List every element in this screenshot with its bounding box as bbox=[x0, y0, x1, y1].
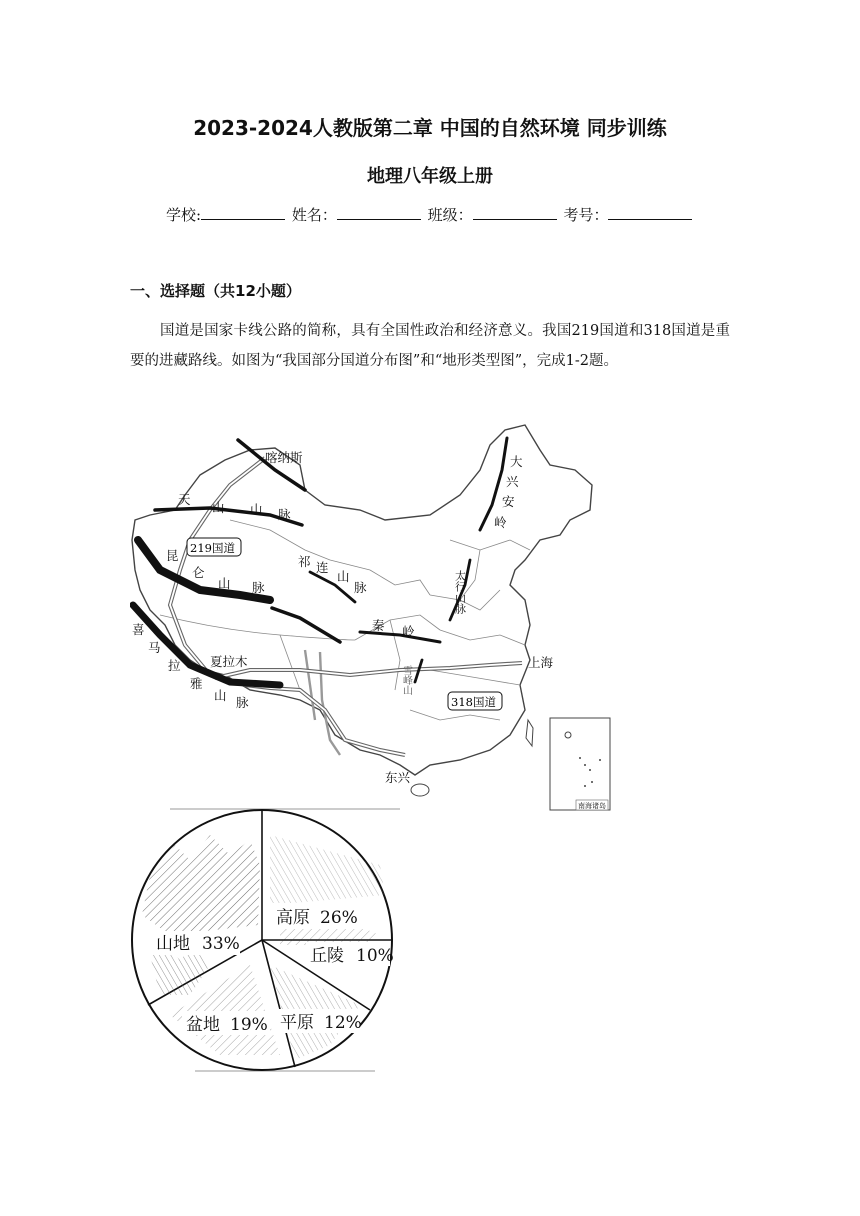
section-heading: 一、选择题（共12小题） bbox=[130, 282, 301, 300]
exam-no-blank[interactable] bbox=[608, 205, 692, 220]
label-taihang: 太行山脉 bbox=[453, 570, 467, 614]
label-qinling-qin: 秦 bbox=[372, 618, 385, 633]
hainan-island bbox=[411, 784, 429, 796]
label-himalaya-ya: 雅 bbox=[190, 676, 203, 691]
label-kunlun-kun: 昆 bbox=[166, 548, 179, 563]
student-info-line bbox=[166, 204, 694, 225]
mountain-illustration bbox=[142, 835, 260, 935]
taiwan-island bbox=[526, 720, 533, 746]
label-kanas: 喀纳斯 bbox=[265, 450, 303, 465]
label-tianshan-shan1: 山 bbox=[212, 500, 225, 515]
pie-label-plateau-name: 高原 bbox=[276, 908, 310, 928]
pie-label-hill-pct: 10% bbox=[356, 946, 394, 966]
class-label: 班级： bbox=[427, 206, 473, 224]
school-label: 学校: bbox=[166, 206, 202, 224]
label-tianshan-mai: 脉 bbox=[278, 507, 291, 522]
road-318 bbox=[215, 663, 522, 678]
name-blank[interactable] bbox=[337, 205, 421, 220]
label-dxal-da: 大 bbox=[510, 454, 523, 469]
label-himalaya-mai: 脉 bbox=[236, 695, 249, 710]
label-kunlun-lun: 仑 bbox=[192, 565, 205, 580]
pie-label-basin-pct: 19% bbox=[230, 1015, 268, 1035]
label-qilian-qi: 祁 bbox=[298, 554, 311, 569]
label-xuefeng: 雪峰山 bbox=[400, 665, 412, 695]
label-kunlun-shan: 山 bbox=[218, 576, 231, 591]
label-himalaya-xi: 喜 bbox=[132, 622, 145, 637]
name-label: 姓名： bbox=[291, 206, 337, 224]
label-nanhai: 南海诸岛 bbox=[578, 802, 606, 810]
south-china-sea-inset bbox=[550, 718, 610, 810]
pie-label-mountain-pct: 33% bbox=[202, 934, 240, 954]
label-tianshan-tian: 天 bbox=[178, 492, 191, 507]
school-blank[interactable] bbox=[201, 205, 285, 220]
doc-subtitle: 地理八年级上册 bbox=[367, 166, 493, 187]
qinling-range bbox=[360, 632, 440, 642]
road-318-label: 318国道 bbox=[451, 695, 496, 709]
pie-label-basin-name: 盆地 bbox=[186, 1015, 220, 1035]
question-paragraph: 国道是国家卡线公路的简称，具有全国性政治和经济意义。我国219国道和318国道是重要的进藏路线。如图为“我国部分国道分布图”和“地形类型图”，完成1-2题。 bbox=[130, 323, 730, 369]
label-himalaya-ma: 马 bbox=[148, 640, 161, 655]
pie-label-mountain-name: 山地 bbox=[156, 934, 190, 954]
road-219 bbox=[170, 458, 405, 755]
pie-label-hill-name: 丘陵 bbox=[310, 946, 344, 966]
label-xialamu: 夏拉木 bbox=[210, 654, 248, 669]
label-qilian-lian: 连 bbox=[316, 560, 329, 575]
rivers bbox=[305, 650, 340, 755]
pie-label-plain-name: 平原 bbox=[280, 1013, 314, 1033]
road-219-label: 219国道 bbox=[190, 541, 235, 555]
doc-title: 2023-2024人教版第二章 中国的自然环境 同步训练 bbox=[193, 116, 667, 140]
label-himalaya-shan: 山 bbox=[214, 688, 227, 703]
label-qilian-mai: 脉 bbox=[354, 580, 367, 595]
label-qinling-ling: 岭 bbox=[402, 624, 415, 639]
china-road-map bbox=[130, 420, 620, 815]
class-blank[interactable] bbox=[473, 205, 557, 220]
label-himalaya-la: 拉 bbox=[168, 658, 181, 673]
landform-pie-figure bbox=[130, 805, 400, 1075]
label-tianshan-shan2: 山 bbox=[250, 502, 263, 517]
label-kunlun-mai: 脉 bbox=[252, 580, 265, 595]
label-qilian-shan: 山 bbox=[337, 569, 350, 584]
label-dongxing: 东兴 bbox=[385, 770, 411, 785]
label-dxal-an: 安 bbox=[502, 494, 515, 509]
altai-range bbox=[238, 440, 305, 490]
label-dxal-ling: 岭 bbox=[494, 515, 507, 530]
exam-no-label: 考号： bbox=[563, 206, 609, 224]
label-dxal-xing: 兴 bbox=[506, 474, 519, 489]
pie-label-plateau-pct: 26% bbox=[320, 908, 358, 928]
pie-label-plain-pct: 12% bbox=[324, 1013, 362, 1033]
china-outline bbox=[132, 425, 592, 775]
label-shanghai: 上海 bbox=[528, 655, 554, 670]
